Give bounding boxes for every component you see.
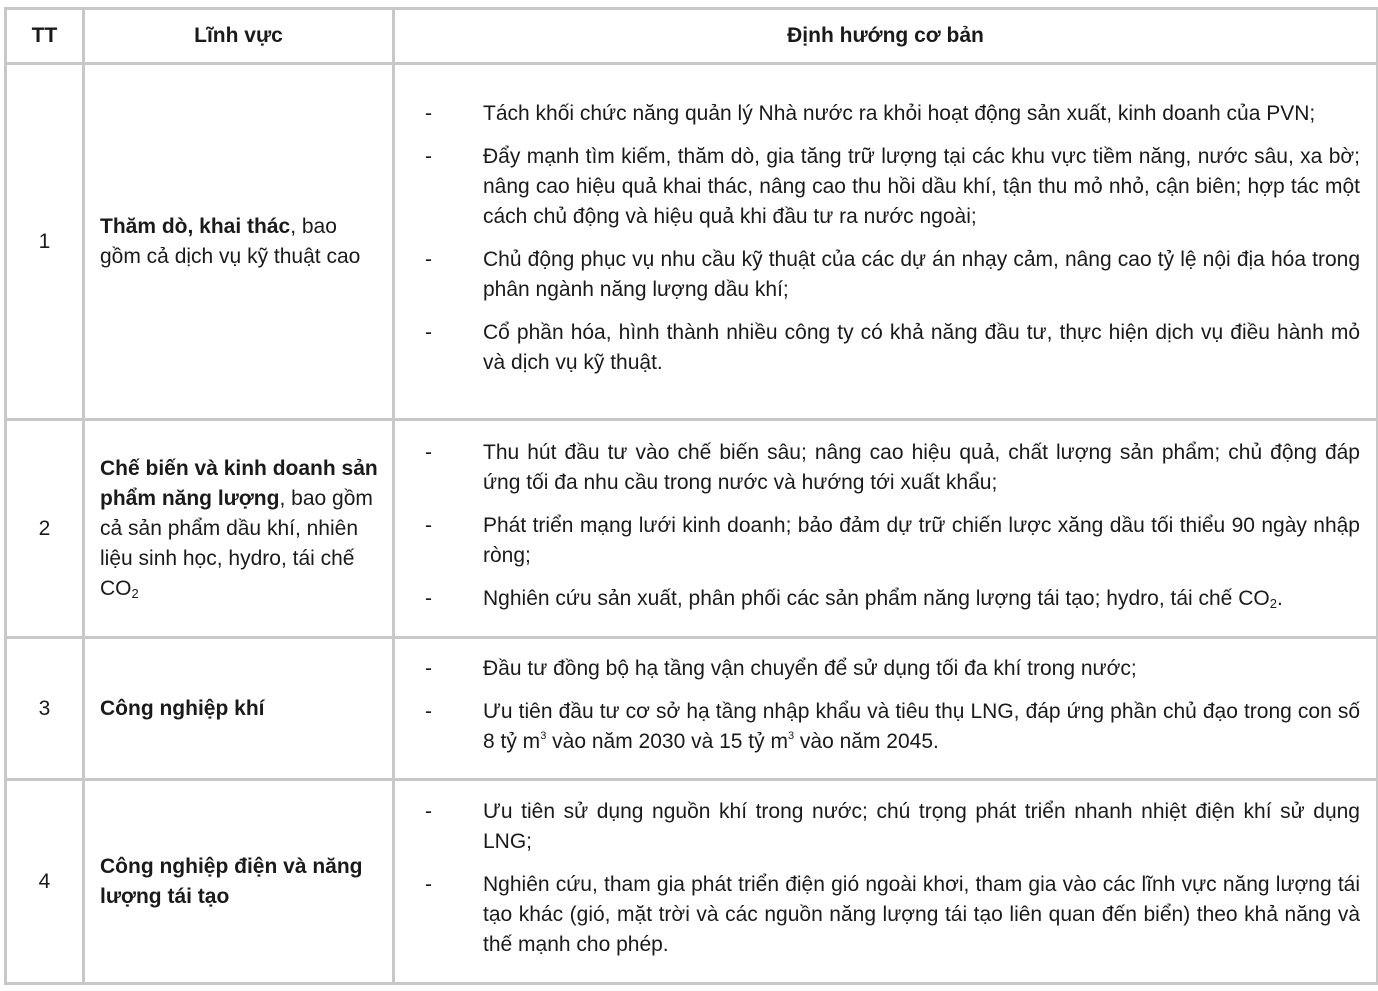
orientation-table xyxy=(4,7,1378,985)
header-field: Lĩnh vực xyxy=(84,9,394,64)
directions-cell xyxy=(394,780,1378,984)
table-row xyxy=(6,420,1378,638)
dash-marker: - xyxy=(425,321,432,344)
list-item xyxy=(425,797,1360,857)
dash-marker: - xyxy=(425,440,432,464)
item-text: Đầu tư đồng bộ hạ tầng vận chuyển để sử dụng tối đa khí trong nước; xyxy=(483,657,1137,680)
field-title: Công nghiệp điện và năng lượng tái tạo xyxy=(100,854,363,908)
item-text: vào năm 2030 và 15 tỷ m xyxy=(546,730,788,753)
directions-list xyxy=(425,654,1360,757)
subscript: 2 xyxy=(131,585,139,601)
directions-cell xyxy=(394,64,1378,420)
field-cell xyxy=(84,64,394,420)
dash-marker: - xyxy=(425,586,432,610)
field-cell xyxy=(84,420,394,638)
subscript: 2 xyxy=(1269,595,1277,611)
item-text: Chủ động phục vụ nhu cầu kỹ thuật của các dự án nhạy cảm, nâng cao tỷ lệ nội địa hóa trong phân ngành năng lượng dầu khí; xyxy=(483,248,1360,301)
header-directions: Định hướng cơ bản xyxy=(394,9,1378,64)
table-row xyxy=(6,638,1378,780)
list-item xyxy=(425,99,1360,129)
item-text: vào năm 2045. xyxy=(794,730,939,753)
item-text: Phát triển mạng lưới kinh doanh; bảo đảm dự trữ chiến lược xăng dầu tối thiểu 90 ngày nhập ròng; xyxy=(483,513,1360,567)
list-item xyxy=(425,697,1360,757)
item-text: Nghiên cứu sản xuất, phân phối các sản phẩm năng lượng tái tạo; hydro, tái chế CO xyxy=(483,586,1270,610)
row-number: 3 xyxy=(6,638,84,780)
dash-marker: - xyxy=(425,145,432,168)
header-row xyxy=(6,9,1378,64)
list-item xyxy=(425,438,1360,498)
row-number: 1 xyxy=(6,64,84,420)
list-item xyxy=(425,511,1360,571)
field-title: Thăm dò, khai thác xyxy=(100,214,291,238)
dash-marker: - xyxy=(425,873,432,896)
dash-marker: - xyxy=(425,248,432,271)
table-row xyxy=(6,64,1378,420)
field-description: , bao gồm cả dịch vụ kỹ thuật cao xyxy=(100,214,361,268)
list-item xyxy=(425,142,1360,232)
item-text-end: . xyxy=(1276,586,1283,610)
item-text: Thu hút đầu tư vào chế biến sâu; nâng cao hiệu quả, chất lượng sản phẩm; chủ động đáp ứng tối đa nhu cầu trong nước và hướng tới xuất khẩu; xyxy=(483,440,1360,494)
item-text: Tách khối chức năng quản lý Nhà nước ra khỏi hoạt động sản xuất, kinh doanh của PVN; xyxy=(483,102,1316,125)
directions-cell xyxy=(394,420,1378,638)
dash-marker: - xyxy=(425,513,432,537)
item-text: Đẩy mạnh tìm kiếm, thăm dò, gia tăng trữ lượng tại các khu vực tiềm năng, nước sâu, xa bờ; nâng cao hiệu quả khai thác, nâng cao thu hồi dầu khí, tận thu mỏ nhỏ, cận biên; hợp tác một cách chủ động và hiệu quả khi đầu tư ra nước ngoài; xyxy=(483,145,1360,228)
list-item xyxy=(425,870,1360,960)
directions-cell xyxy=(394,638,1378,780)
dash-marker: - xyxy=(425,800,432,823)
directions-list xyxy=(425,797,1360,960)
dash-marker: - xyxy=(425,657,432,680)
directions-list xyxy=(425,99,1360,378)
item-text: Ưu tiên sử dụng nguồn khí trong nước; chú trọng phát triển nhanh nhiệt điện khí sử dụng LNG; xyxy=(483,800,1360,853)
superscript: 3 xyxy=(787,730,795,742)
item-text: Nghiên cứu, tham gia phát triển điện gió ngoài khơi, tham gia vào các lĩnh vực năng lượng tái tạo khác (gió, mặt trời và các nguồn năng lượng tái tạo liên quan đến biển) theo khả năng và thế mạnh cho phép. xyxy=(483,873,1360,956)
list-item xyxy=(425,318,1360,378)
directions-list xyxy=(425,438,1360,614)
field-cell xyxy=(84,780,394,984)
field-description: , bao gồm cả sản phẩm dầu khí, nhiên liệu sinh học, hydro, tái chế CO xyxy=(100,486,373,600)
dash-marker: - xyxy=(425,102,432,125)
row-number: 2 xyxy=(6,420,84,638)
list-item xyxy=(425,245,1360,305)
list-item xyxy=(425,654,1360,684)
superscript: 3 xyxy=(540,730,547,742)
table-row xyxy=(6,780,1378,984)
field-cell xyxy=(84,638,394,780)
header-tt: TT xyxy=(6,9,84,64)
field-title: Công nghiệp khí xyxy=(100,696,265,720)
row-number: 4 xyxy=(6,780,84,984)
dash-marker: - xyxy=(425,700,432,723)
list-item xyxy=(425,584,1360,614)
field-title: Chế biến và kinh doanh sản phẩm năng lượng xyxy=(100,456,378,510)
item-text: Cổ phần hóa, hình thành nhiều công ty có khả năng đầu tư, thực hiện dịch vụ điều hành mỏ và dịch vụ kỹ thuật. xyxy=(483,321,1360,374)
item-text: Ưu tiên đầu tư cơ sở hạ tầng nhập khẩu và tiêu thụ LNG, đáp ứng phần chủ đạo trong con số 8 tỷ m xyxy=(483,700,1360,753)
